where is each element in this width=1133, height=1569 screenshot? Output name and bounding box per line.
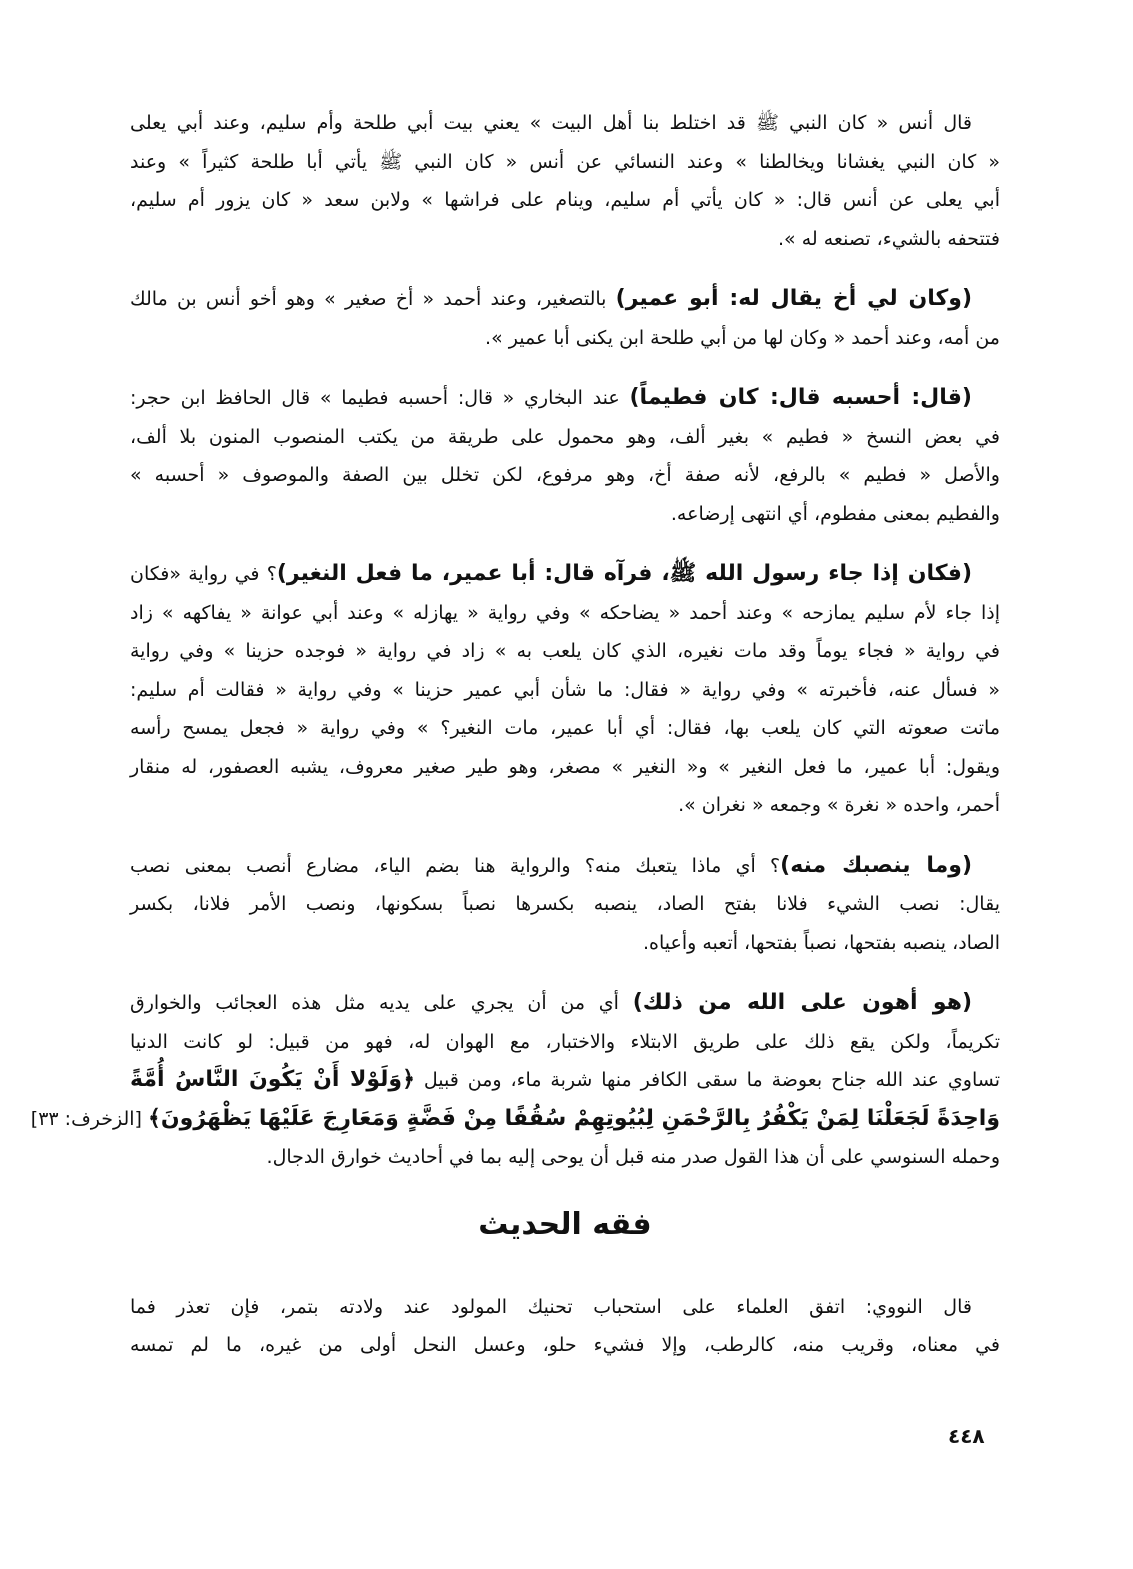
paragraph	[130, 104, 1000, 258]
body-text: ويقول: أبا عمير، ما فعل النغير » و« النغير » مصغر، وهو طير صغير معروف، يشبه العصفور، له منقار	[130, 755, 1000, 778]
section-heading: فقه الحديث	[478, 1206, 652, 1242]
body-text: فتتحفه بالشيء، تصنعه له ».	[778, 227, 1000, 250]
text-line	[130, 143, 1000, 182]
document-page	[30, 104, 1000, 1387]
text-line	[130, 847, 1000, 886]
text-line	[130, 1288, 1000, 1327]
text-line	[130, 181, 1000, 220]
body-text: ماتت صعوته التي كان يلعب بها، فقال: أي أبا عمير، مات النغير؟ » وفي رواية « فجعل يمسح رأسه	[130, 717, 1000, 739]
body-text: أحمر، واحده « نغرة » وجمعه « نغران ».	[678, 794, 1000, 816]
text-line	[130, 671, 1000, 710]
page-number: ٤٤٨	[948, 1424, 985, 1448]
body-text: وحمله السنوسي على أن هذا القول صدر منه قبل أن يوحى إليه بما في أحاديث خوارق الدجال.	[266, 1146, 1000, 1168]
body-text: « فسأل عنه، فأخبرته » وفي رواية « فقال: ما شأن أبي عمير حزينا » وفي رواية « فقالت أم سليم:	[130, 678, 1000, 701]
text-line	[130, 632, 1000, 671]
bold-text: (هو أهون على الله من ذلك)	[632, 990, 972, 1015]
bold-text: (فكان إذا جاء رسول الله ﷺ، فرآه قال: أبا عمير، ما فعل النغير)	[276, 561, 972, 586]
text-line	[130, 280, 1000, 319]
body-text: من أمه، وعند أحمد « وكان لها من أبي طلحة ابن يكنى أبا عمير ».	[485, 326, 1000, 349]
body-text: إذا جاء لأم سليم يمازحه » وعند أحمد « يضاحكه » وفي رواية « يهازله » وعند أبي عوانة « يفاكهه » زاد	[130, 601, 1000, 624]
paragraph	[130, 555, 1000, 825]
text-line	[130, 924, 1000, 963]
body-text: عند البخاري « قال: أحسبه فطيما » قال الحافظ ابن حجر:	[130, 387, 630, 409]
bold-text: (وكان لي أخ يقال له: أبو عمير)	[615, 286, 973, 311]
text-line	[30, 1100, 1000, 1139]
body-text: الصاد، ينصبه بفتحها، نصباً بفتحها، أتعبه وأعياه.	[643, 931, 1000, 954]
text-line	[130, 1326, 1000, 1365]
body-text: ؟ أي ماذا يتعبك منه؟ والرواية هنا بضم الياء، مضارع أنصب بمعنى نصب	[130, 854, 781, 877]
text-line	[130, 786, 1000, 825]
body-text: والأصل « فطيم » بالرفع، لأنه صفة أخ، وهو مرفوع، لكن تخلل بين الصفة والموصوف « أحسبه »	[130, 464, 1000, 486]
text-line	[130, 709, 1000, 748]
text-line	[130, 379, 1000, 418]
text-line	[130, 104, 1000, 143]
body-text: أي من أن يجري على يديه مثل هذه العجائب والخوارق	[130, 992, 633, 1014]
text-line	[130, 418, 1000, 457]
bold-text: ﴿وَلَوْلا أَنْ يَكُونَ النَّاسُ أُمَّةً	[130, 1067, 415, 1092]
body-text: يقال: نصب الشيء فلانا بفتح الصاد، ينصبه بكسرها نصباً بسكونها، ونصب الأمر فلانا، بكسر	[130, 893, 1000, 915]
bold-text: (وما ينصبك منه)	[780, 852, 972, 878]
paragraph	[130, 847, 1000, 963]
paragraph	[130, 280, 1000, 357]
paragraph	[30, 984, 1000, 1177]
body-text: قال أنس « كان النبي ﷺ قد اختلط بنا أهل البيت » يعني بيت أبي طلحة وأم سليم، وعند أبي يعلى	[130, 112, 972, 134]
text-line	[130, 1138, 1000, 1177]
paragraph	[130, 379, 1000, 533]
body-text: ؟ في رواية «فكان	[130, 563, 277, 585]
text-line	[130, 456, 1000, 495]
text-line	[130, 1061, 1000, 1100]
body-text: والفطيم بمعنى مفطوم، أي انتهى إرضاعه.	[670, 502, 1000, 525]
text-line	[130, 495, 1000, 534]
body-text: بالتصغير، وعند أحمد « أخ صغير » وهو أخو أنس بن مالك	[130, 288, 616, 310]
bold-text: (قال: أحسبه قال: كان فطيماً)	[629, 385, 972, 410]
body-text: في بعض النسخ « فطيم » بغير ألف، وهو محمول على طريقة من يكتب المنصوب المنون بلا ألف،	[130, 425, 1000, 448]
paragraph	[130, 1288, 1000, 1365]
text-line	[130, 748, 1000, 787]
body-text: [الزخرف: ٣٣]	[30, 1107, 148, 1130]
text-line	[130, 555, 1000, 594]
body-text: في معناه، وقريب منه، كالرطب، وإلا فشيء حلو، وعسل النحل أولى من غيره، ما لم تمسه	[130, 1334, 1000, 1356]
body-text: في رواية « فجاء يوماً وقد مات نغيره، الذي كان يلعب به » زاد في رواية « فوجده حزينا » وفي رواية	[130, 640, 1000, 662]
bold-text: وَاحِدَةً لَجَعَلْنَا لِمَنْ يَكْفُرُ بِالرَّحْمَنِ لِبُيُوتِهِمْ سُقُفًا مِنْ فَضَّةٍ وَمَعَارِجَ عَلَيْهَا يَظْهَرُونَ﴾	[148, 1105, 1000, 1131]
body-text: تكريماً، ولكن يقع ذلك على طريق الابتلاء والاختبار، مع الهوان له، فهو من قبيل: لو كانت الدنيا	[130, 1030, 1000, 1053]
text-line	[130, 984, 1000, 1023]
body-text: « كان النبي يغشانا ويخالطنا » وعند النسائي عن أنس « كان النبي ﷺ يأتي أبا طلحة كثيراً » وعند	[130, 150, 1000, 173]
text-line	[130, 319, 1000, 358]
body-text: قال النووي: اتفق العلماء على استحباب تحنيك المولود عند ولادته بتمر، فإن تعذر فما	[130, 1295, 972, 1318]
text-line	[130, 220, 1000, 259]
text-line	[130, 594, 1000, 633]
body-text: تساوي عند الله جناح بعوضة ما سقى الكافر منها شربة ماء، ومن قبيل	[414, 1069, 1000, 1091]
body-text: أبي يعلى عن أنس قال: « كان يأتي أم سليم، وينام على فراشها » ولابن سعد « كان يزور أم سليم،	[130, 189, 1000, 211]
text-line	[130, 885, 1000, 924]
text-line	[130, 1023, 1000, 1062]
